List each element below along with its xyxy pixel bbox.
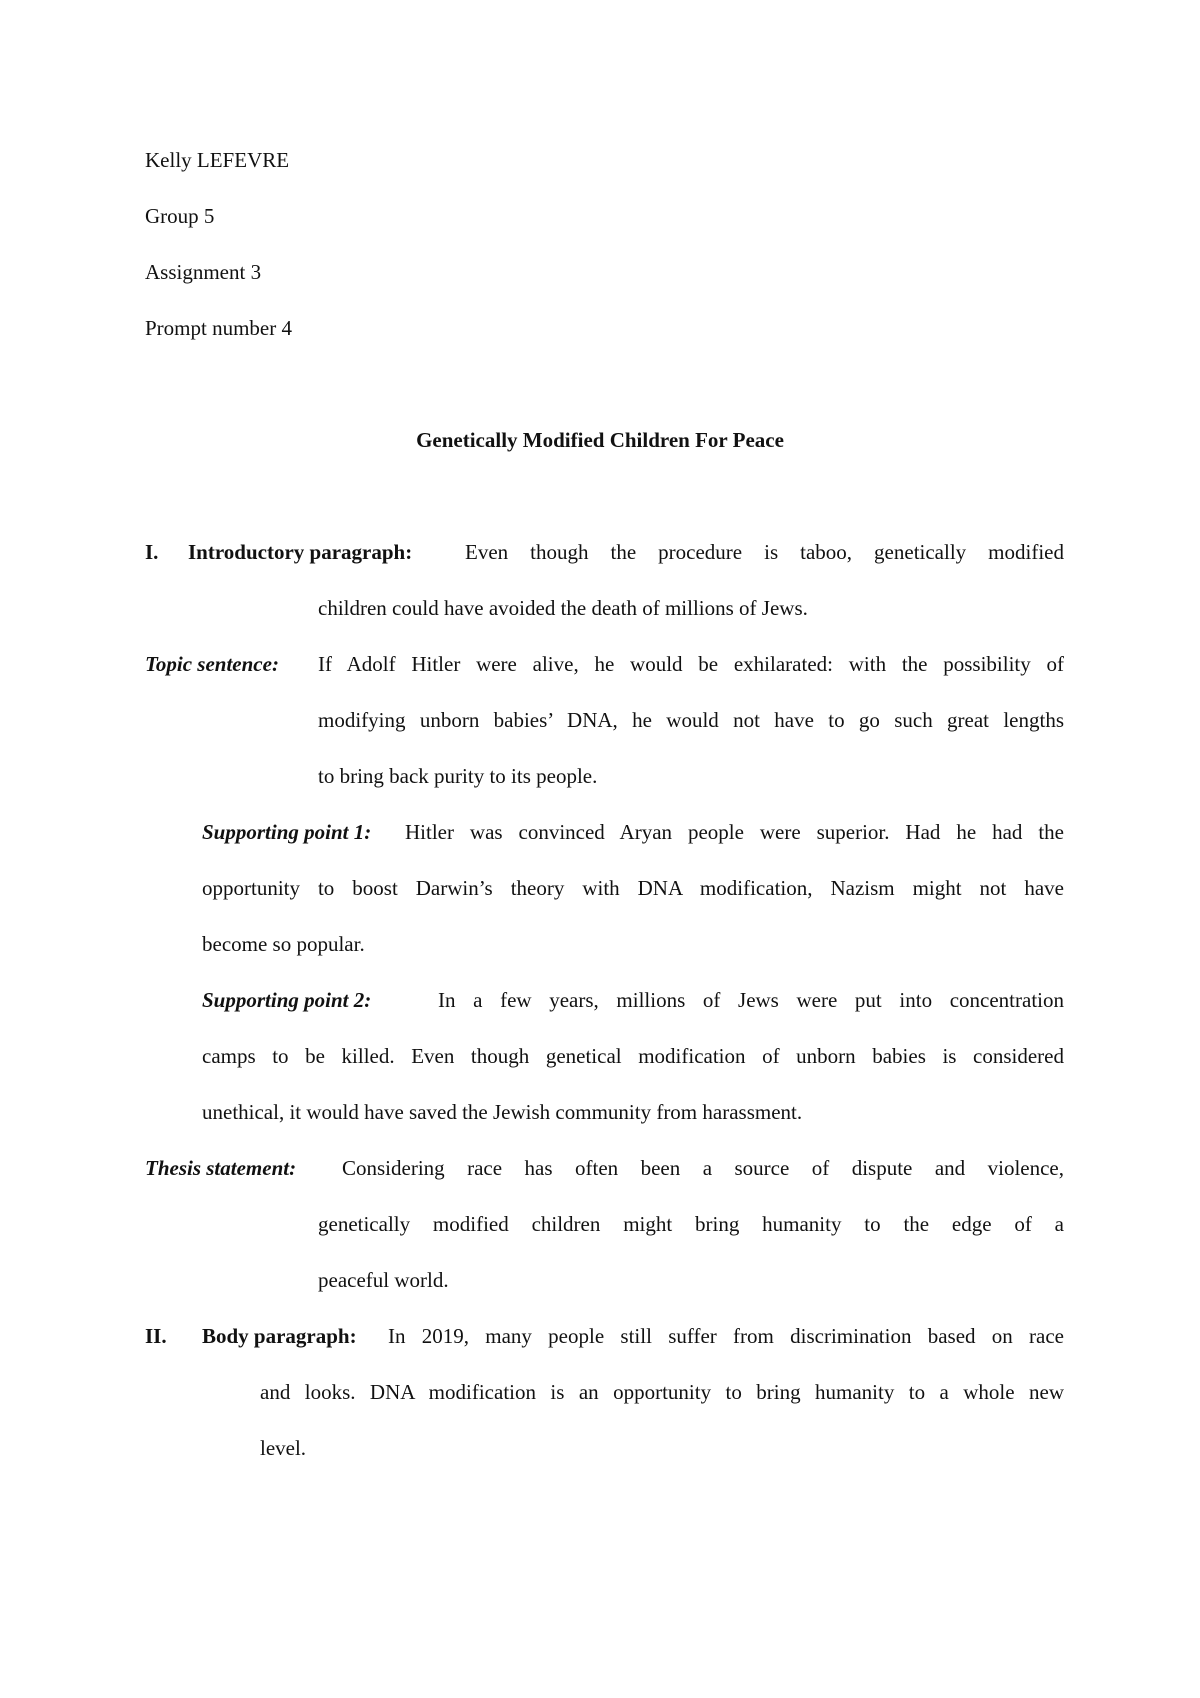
- author-name: Kelly LEFEVRE: [145, 148, 290, 172]
- intro-numeral: I.: [145, 540, 159, 564]
- body-line-3: level.: [260, 1436, 307, 1460]
- support2-label: Supporting point 2:: [202, 988, 372, 1012]
- topic-line-1: If Adolf Hitler were alive, he would be exhilarated: with the possibility of: [318, 652, 1064, 676]
- intro-line-1: Even though the procedure is taboo, genetically modified: [465, 540, 1064, 564]
- intro-label: Introductory paragraph:: [188, 540, 413, 564]
- essay-title: Genetically Modified Children For Peace: [416, 428, 784, 452]
- prompt-label: Prompt number 4: [145, 316, 292, 340]
- thesis-line-2: genetically modified children might bring humanity to the edge of a: [318, 1212, 1064, 1236]
- assignment-label: Assignment 3: [145, 260, 262, 284]
- body-line-2: and looks. DNA modification is an opportunity to bring humanity to a whole new: [260, 1380, 1064, 1404]
- support2-line-2: camps to be killed. Even though genetical modification of unborn babies is considered: [202, 1044, 1064, 1068]
- support1-line-3: become so popular.: [202, 932, 365, 956]
- support2-line-3: unethical, it would have saved the Jewish community from harassment.: [202, 1100, 803, 1124]
- support1-label: Supporting point 1:: [202, 820, 372, 844]
- thesis-line-3: peaceful world.: [318, 1268, 449, 1292]
- topic-label: Topic sentence:: [145, 652, 279, 676]
- group-label: Group 5: [145, 204, 215, 228]
- topic-line-2: modifying unborn babies’ DNA, he would not have to go such great lengths: [318, 708, 1064, 732]
- thesis-label: Thesis statement:: [145, 1156, 297, 1180]
- support1-line-1: Hitler was convinced Aryan people were superior. Had he had the: [405, 820, 1064, 844]
- thesis-line-1: Considering race has often been a source of dispute and violence,: [342, 1156, 1064, 1180]
- support1-line-2: opportunity to boost Darwin’s theory with DNA modification, Nazism might not have: [202, 876, 1064, 900]
- body-label: Body paragraph:: [202, 1324, 357, 1348]
- topic-line-3: to bring back purity to its people.: [318, 764, 598, 788]
- intro-line-2: children could have avoided the death of millions of Jews.: [318, 596, 808, 620]
- body-line-1: In 2019, many people still suffer from discrimination based on race: [388, 1324, 1064, 1348]
- support2-line-1: In a few years, millions of Jews were put into concentration: [438, 988, 1064, 1012]
- body-numeral: II.: [145, 1324, 167, 1348]
